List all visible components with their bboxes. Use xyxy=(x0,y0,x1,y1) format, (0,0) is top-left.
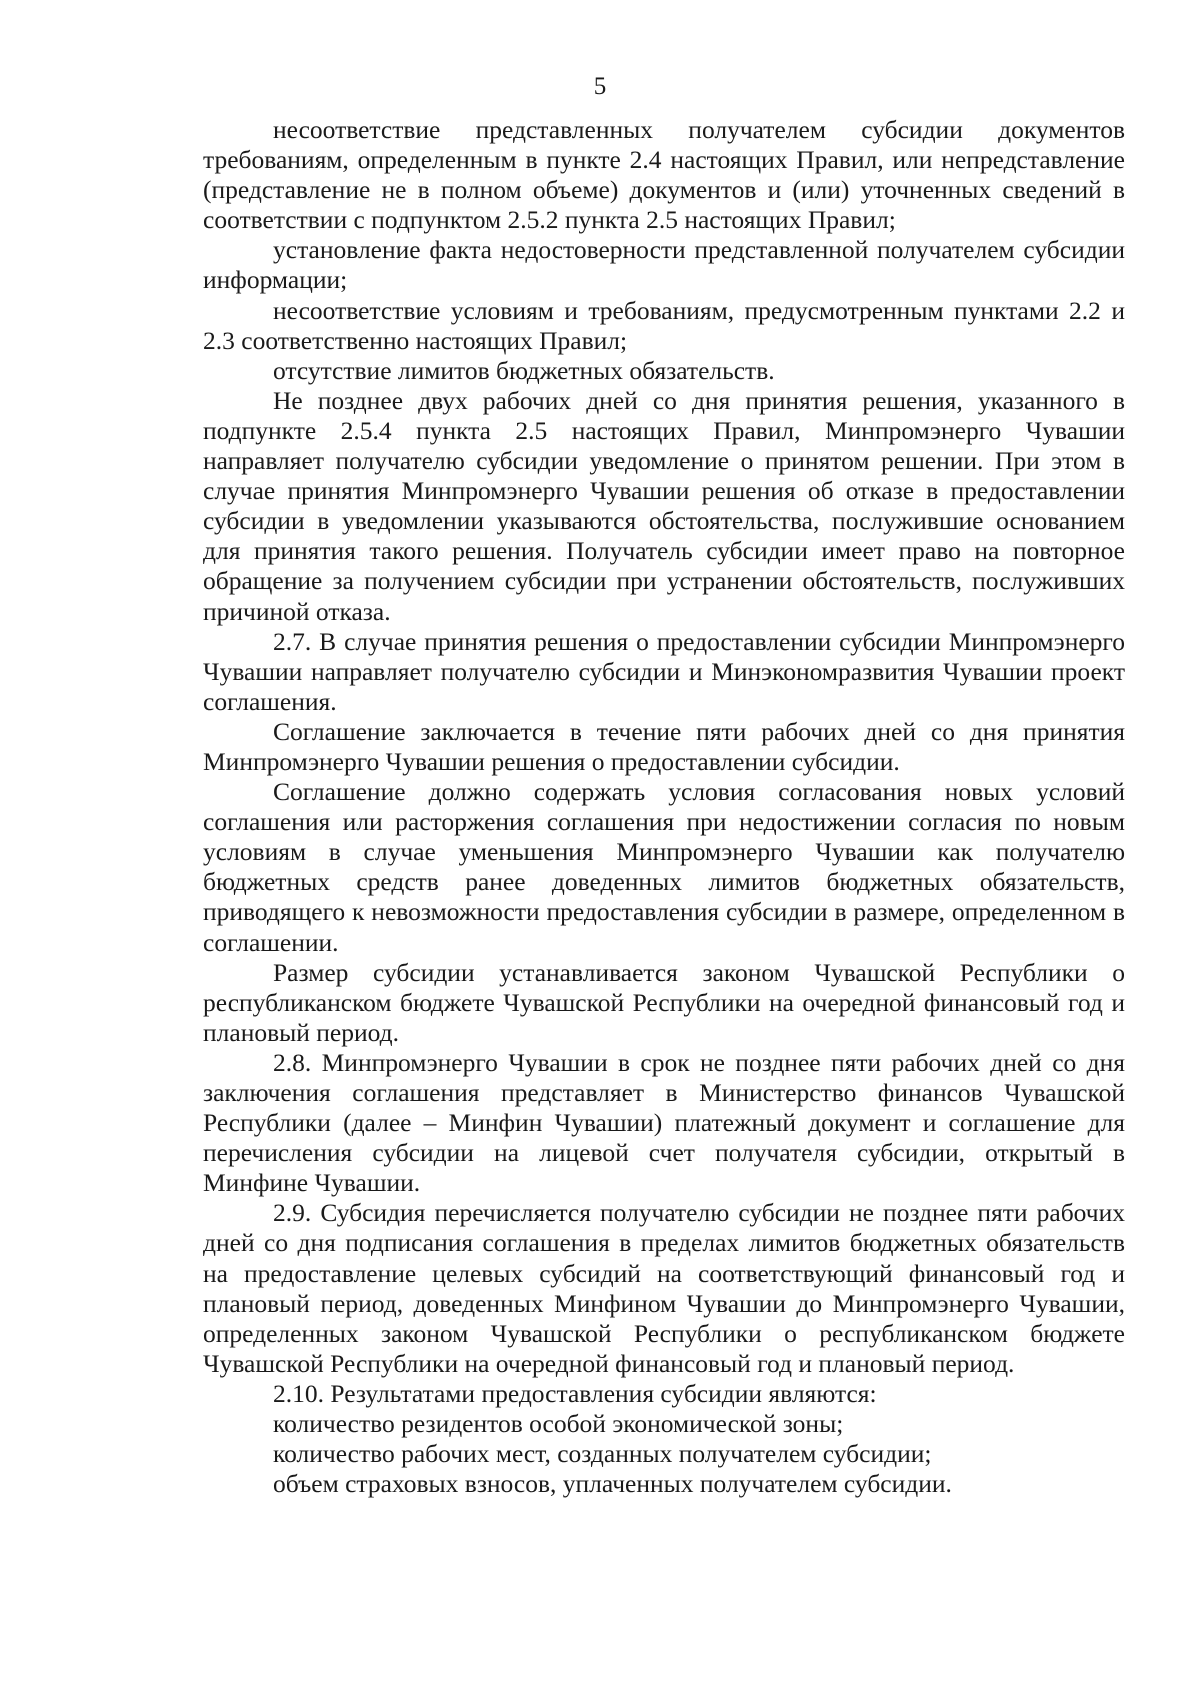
paragraph-item: установление факта недостоверности представленной получателем субсидии информации; xyxy=(203,235,1125,295)
paragraph-item: 2.7. В случае принятия решения о предоставлении субсидии Минпромэнерго Чувашии направляет получателю субсидии и Минэкономразвития Чувашии проект соглашения. xyxy=(203,626,1125,716)
paragraph-item: количество резидентов особой экономической зоны; xyxy=(273,1409,844,1439)
paragraph-item: несоответствие условиям и требованиям, предусмотренным пунктами 2.2 и 2.3 соответственно настоящих Правил; xyxy=(203,295,1125,355)
paragraph-item: объем страховых взносов, уплаченных получателем субсидии. xyxy=(273,1469,952,1499)
paragraph-item: количество рабочих мест, созданных получателем субсидии; xyxy=(273,1439,932,1469)
paragraph-item: Соглашение заключается в течение пяти рабочих дней со дня принятия Минпромэнерго Чувашии решения о предоставлении субсидии. xyxy=(203,716,1125,776)
paragraph-item: Не позднее двух рабочих дней со дня принятия решения, указанного в подпункте 2.5.4 пункта 2.5 настоящих Правил, Минпромэнерго Чувашии направляет получателю субсидии уведомление о принятом решении. При этом в случае принятия Минпромэнерго Чувашии решения об отказе в предоставлении субсидии в уведомлении указываются обстоятельства, послужившие основанием для принятия такого решения. Получатель субсидии имеет право на повторное обращение за получением субсидии при устранении обстоятельств, послуживших причиной отказа. xyxy=(203,385,1125,626)
paragraph-item: отсутствие лимитов бюджетных обязательств. xyxy=(273,355,775,385)
paragraph-item: 2.9. Субсидия перечисляется получателю субсидии не позднее пяти рабочих дней со дня подписания соглашения в пределах лимитов бюджетных обязательств на предоставление целевых субсидий на соответствующий финансовый год и плановый период, доведенных Минфином Чувашии до Минпромэнерго Чувашии, определенных законом Чувашской Республики о республиканском бюджете Чувашской Республики на очередной финансовый год и плановый период. xyxy=(203,1198,1125,1378)
paragraph-item: Соглашение должно содержать условия согласования новых условий соглашения или расторжения соглашения при недостижении согласия по новым условиям в случае уменьшения Минпромэнерго Чувашии как получателю бюджетных средств ранее доведенных лимитов бюджетных обязательств, приводящего к невозможности предоставления субсидии в размере, определенном в соглашении. xyxy=(203,777,1125,957)
paragraph-item: 2.10. Результатами предоставления субсидии являются: xyxy=(273,1378,877,1408)
paragraph-item: несоответствие представленных получателем субсидии документов требованиям, определенным в пункте 2.4 настоящих Правил, или непредставление (представление не в полном объеме) документов и (или) уточненных сведений в соответствии с подпунктом 2.5.2 пункта 2.5 настоящих Правил; xyxy=(203,115,1125,235)
page-number: 5 xyxy=(593,73,607,100)
paragraph-item: Размер субсидии устанавливается законом Чувашской Республики о республиканском бюджете Чувашской Республики на очередной финансовый год и плановый период. xyxy=(203,957,1125,1047)
paragraph-item: 2.8. Минпромэнерго Чувашии в срок не позднее пяти рабочих дней со дня заключения соглашения представляет в Министерство финансов Чувашской Республики (далее – Минфин Чувашии) платежный документ и соглашение для перечисления субсидии на лицевой счет получателя субсидии, открытый в Минфине Чувашии. xyxy=(203,1047,1125,1198)
document-body xyxy=(203,115,1125,1499)
